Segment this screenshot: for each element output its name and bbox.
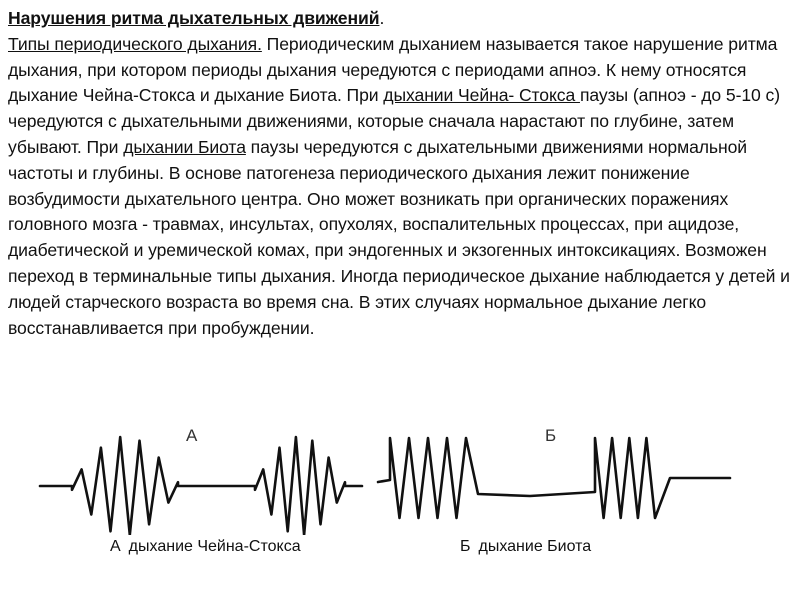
biot-term: дыхании Биота — [123, 136, 246, 157]
biot-waveform — [378, 438, 730, 518]
caption-biot — [460, 538, 591, 556]
document-title: Нарушения ритма дыхательных движений — [8, 8, 380, 28]
paragraph-part-2: паузы (апноэ - до 5-10 с) чередуются с дыхательными движениями, которые сначала нарастают по глубине, затем убывают. При — [8, 85, 780, 157]
caption-a-text: дыхание Чейна-Стокса — [128, 538, 301, 555]
paragraph-part-1: Периодическим дыханием называется такое нарушение ритма дыхания, при котором периоды дыхания чередуются с периодами апноэ. К нему относятся дыхание Чейна-Стокса и дыхание Биота. При — [8, 33, 778, 106]
caption-b-text: дыхание Биота — [478, 538, 592, 555]
title-dot: . — [379, 8, 385, 28]
caption-cheyne-stokes — [110, 538, 301, 556]
figure-label-b: Б — [545, 426, 558, 445]
cheyne-stokes-waveform — [40, 437, 362, 535]
document-text — [8, 6, 792, 428]
paragraph-part-3: паузы чередуются с дыхательными движениями нормальной частоты и глубины. В основе патогенеза периодического дыхания лежит понижение возбудимости дыхательного центра. Оно может возникать при органических поражениях головного мозга - травмах, инсультах, опухолях, воспалительных процессах, при ацидозе, диабетической и уремической комах, при эндогенных и экзогенных интоксикациях. Возможен переход в терминальные типы дыхания. Иногда периодическое дыхание наблюдается у детей и людей старческого возраста во время сна. В этих случаях нормальное дыхание легко восстанавливается при пробуждении. — [8, 136, 790, 338]
caption-a-letter: А — [110, 538, 121, 555]
cheyne-stokes-term: дыхании Чейна- Стокса — [383, 85, 580, 106]
breathing-figure — [30, 420, 750, 535]
breathing-waveforms — [30, 420, 750, 535]
caption-b-letter: Б — [460, 538, 471, 555]
figure-label-a: А — [186, 426, 199, 445]
document-subtitle: Типы периодического дыхания. — [8, 33, 262, 54]
